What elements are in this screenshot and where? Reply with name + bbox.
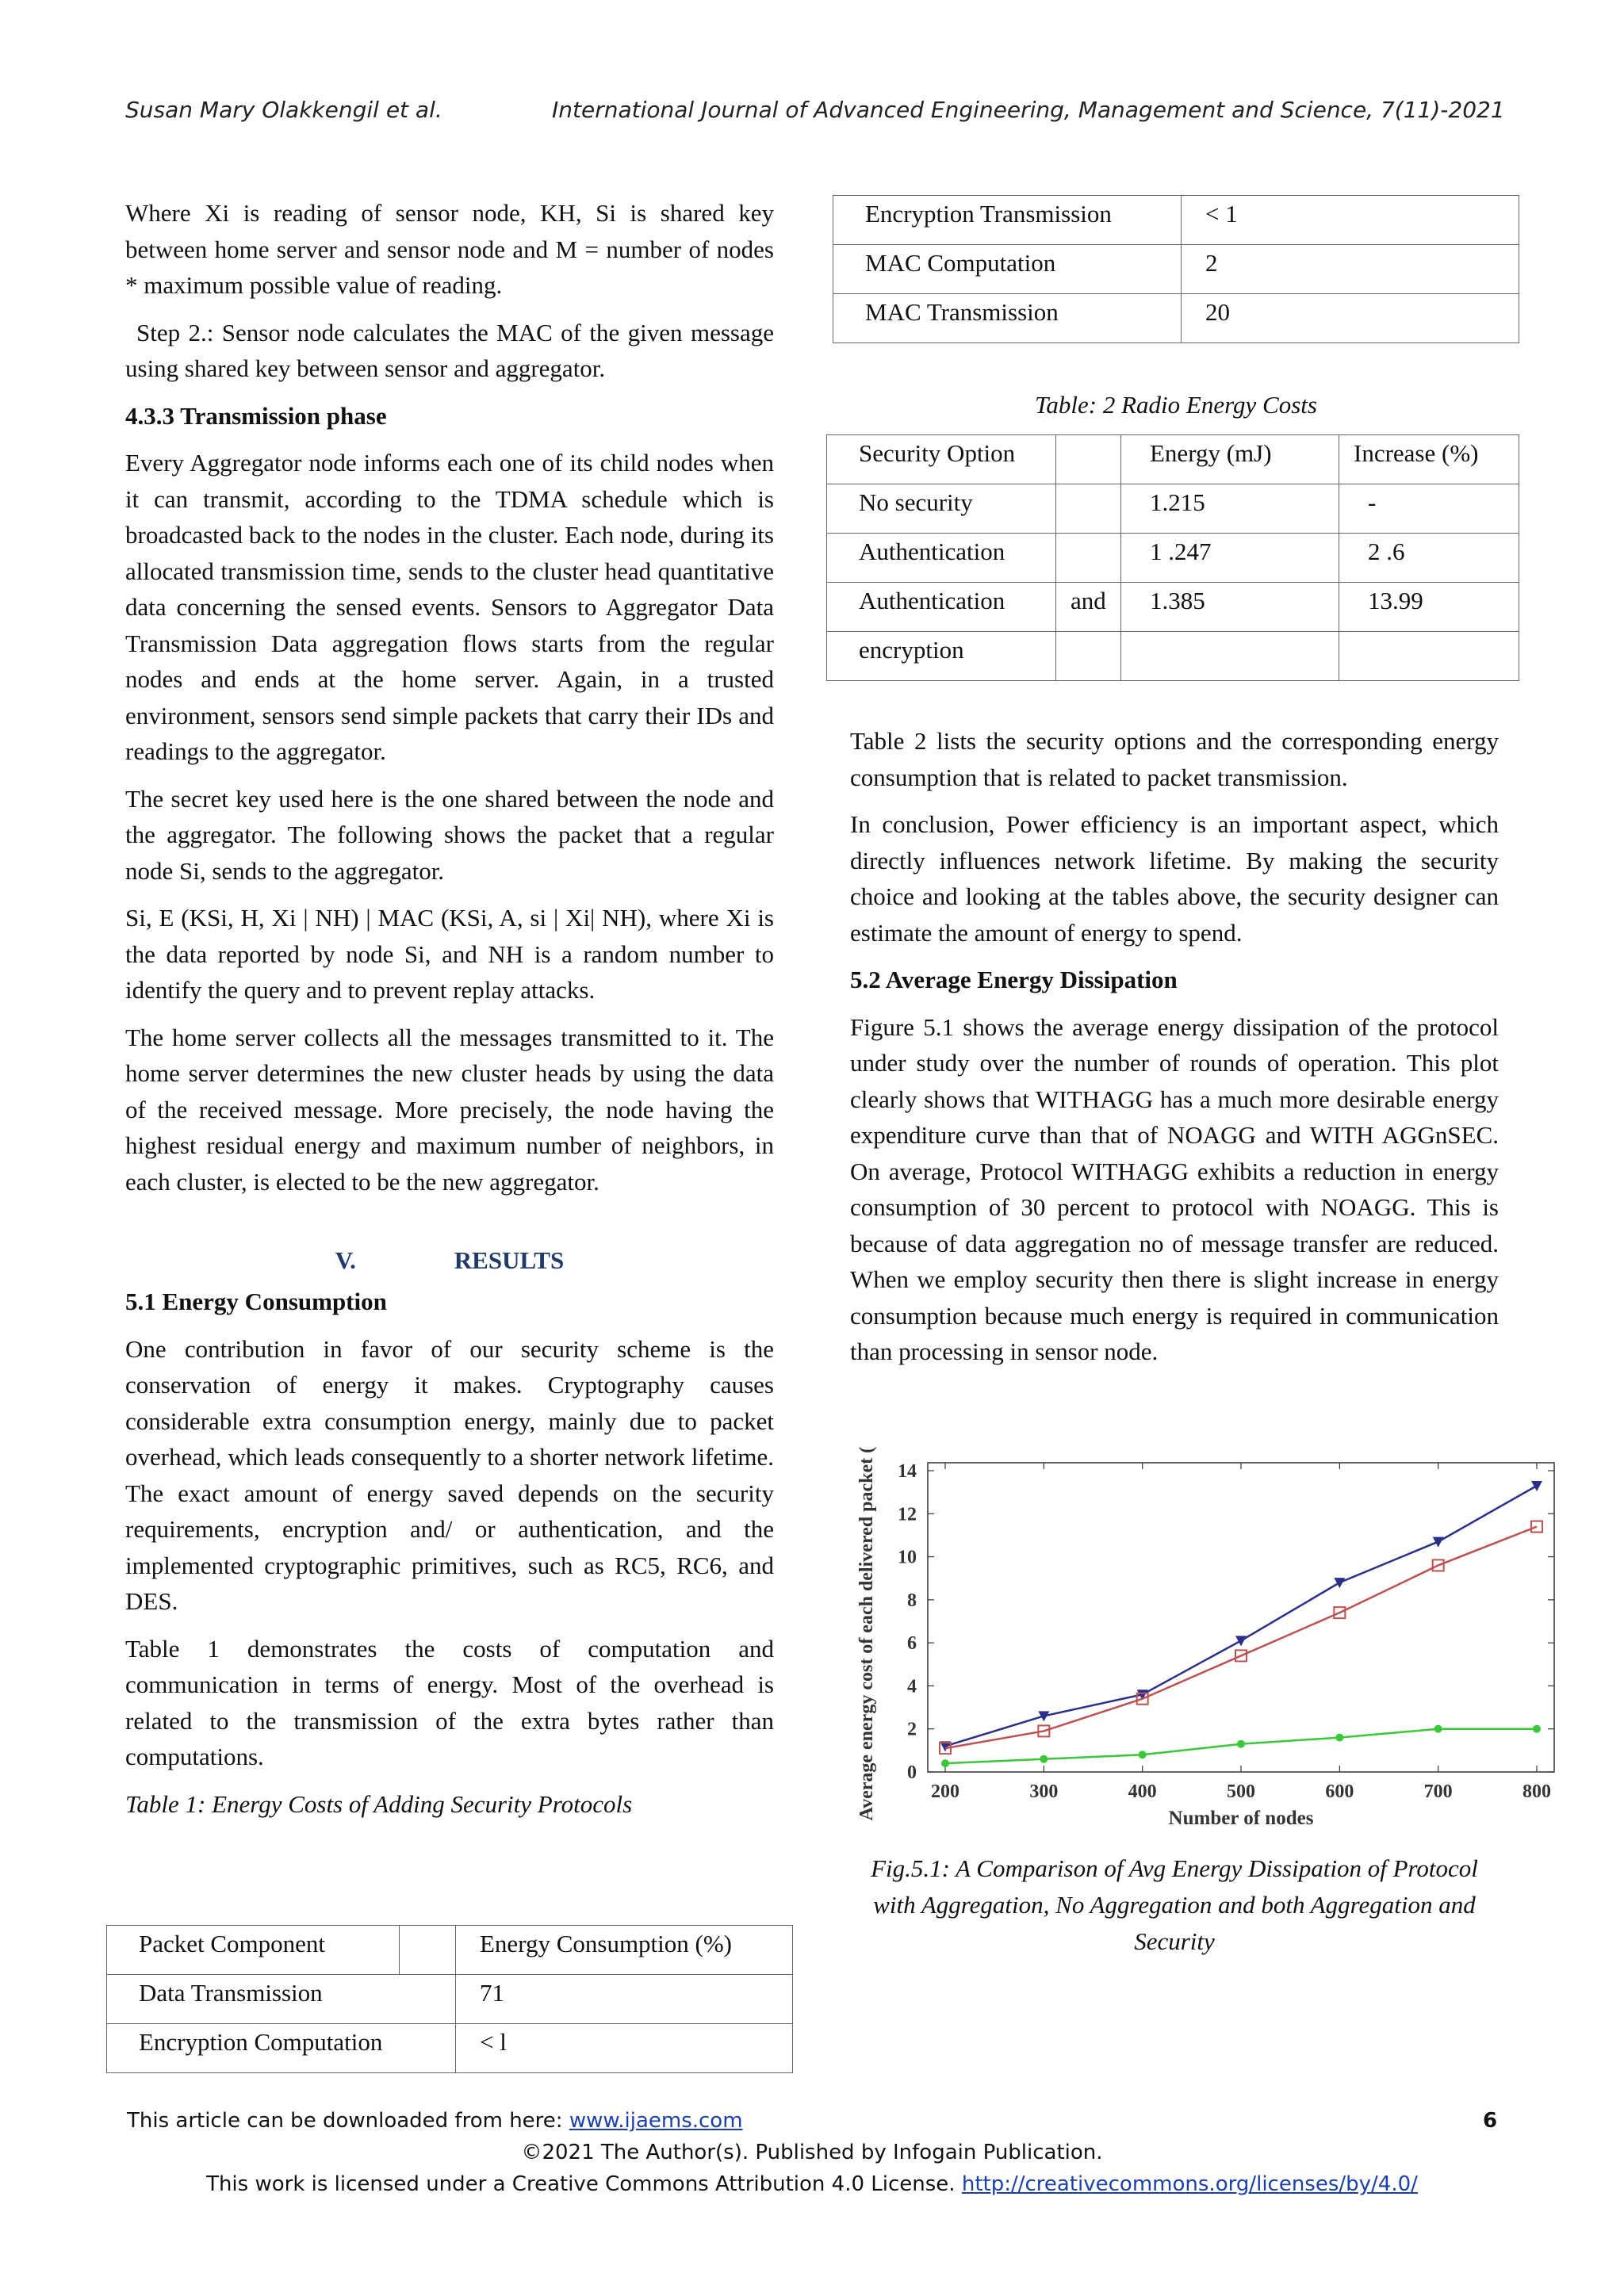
table-cell: Authentication [827, 534, 1056, 583]
table-row [833, 294, 1519, 343]
table-cell: MAC Computation [833, 245, 1182, 294]
subsection-heading: 5.1 Energy Consumption [125, 1288, 387, 1315]
license-link[interactable]: http://creativecommons.org/licenses/by/4.0/ [961, 2172, 1418, 2196]
table-cell: MAC Transmission [833, 294, 1182, 343]
y-tick-label: 6 [907, 1633, 917, 1655]
page-number: 6 [1483, 2109, 1498, 2133]
table-cell [1056, 484, 1121, 534]
table-2 [826, 434, 1519, 681]
table-cell: Packet Component [107, 1926, 400, 1975]
x-tick-label: 800 [1522, 1781, 1551, 1802]
paragraph: In conclusion, Power efficiency is an important aspect, which directly influences network lifetime. By making the security choice and looking at the tables above, the security designer can estimate the amount of energy to spend. [850, 810, 1499, 947]
paragraph: The secret key used here is the one shared between the node and the aggregator. The following shows the packet that a regular node Si, sends to the aggregator. [125, 784, 774, 885]
paragraph: Every Aggregator node informs each one of its child nodes when it can transmit, according to the TDMA schedule which is broadcasted back to the nodes in the cluster. Each node, during its allocated transmission time, sends to the cluster head quantitative data concerning the sensed events. Sensors to Aggregator Data Transmission Data aggregation flows starts from the regular nodes and ends at the home server. Again, in a trusted environment, sensors send simple packets that carry their IDs and readings to the aggregator. [125, 449, 774, 765]
table-row [107, 2024, 793, 2073]
y-axis-label: Average energy cost of each delivered packet (Ws) [856, 1447, 877, 1821]
table-cell: Data Transmission [107, 1975, 456, 2024]
data-point [1531, 1481, 1542, 1491]
table-row [107, 1926, 793, 1975]
energy-dissipation-chart [848, 1447, 1562, 1835]
table-cell: Energy Consumption (%) [456, 1926, 793, 1975]
footer-license [0, 2172, 1624, 2196]
y-tick-label: 2 [907, 1719, 917, 1740]
header-author: Susan Mary Olakkengil et al. [125, 97, 442, 123]
table-cell: Encryption Transmission [833, 196, 1182, 245]
y-tick-label: 14 [898, 1461, 917, 1482]
table-cell: 2 [1182, 245, 1519, 294]
table-cell: encryption [827, 632, 1056, 681]
table-cell: < l [456, 2024, 793, 2073]
table-row [827, 484, 1519, 534]
y-tick-label: 4 [907, 1676, 917, 1697]
table-cell [1056, 534, 1121, 583]
paragraph: Step 2.: Sensor node calculates the MAC of the given message using shared key between sensor and aggregator. [125, 318, 774, 382]
y-tick-label: 0 [907, 1762, 917, 1783]
table-row [833, 196, 1519, 245]
paragraph: The home server collects all the messages transmitted to it. The home server determines the new cluster heads by using the data of the received message. More precisely, the node having the highest residual energy and maximum number of neighbors, in each cluster, is elected to be the new aggregator. [125, 1023, 774, 1196]
table-cell: 2 .6 [1339, 534, 1519, 583]
table-cell: 1.385 [1121, 583, 1339, 632]
figure-caption: Fig.5.1: A Comparison of Avg Energy Dissipation of Protocol with Aggregation, No Aggregation and both Aggregation and Security [871, 1854, 1478, 1955]
paragraph: Figure 5.1 shows the average energy dissipation of the protocol under study over the number of rounds of operation. This plot clearly shows that WITHAGG has a much more desirable energy expenditure curve than that of NOAGG and WITH AGGnSEC. On average, Protocol WITHAGG exhibits a reduction in energy consumption of 30 percent to protocol with NOAGG. This is because of data aggregation no of message transfer are reduced. When we employ security then there is slight increase in energy consumption because much energy is required in communication than processing in sensor node. [850, 1012, 1499, 1365]
subsection-heading: 5.2 Average Energy Dissipation [850, 966, 1178, 993]
y-tick-label: 8 [907, 1590, 917, 1611]
data-point [1531, 1521, 1542, 1533]
table-cell: Encryption Computation [107, 2024, 456, 2073]
journal-website-link[interactable]: www.ijaems.com [569, 2109, 743, 2133]
paragraph: Si, E (KSi, H, Xi | NH) | MAC (KSi, A, si | Xi| NH), where Xi is the data reported by node Si, and NH is a random number to identify the query and to prevent replay attacks. [125, 904, 774, 1004]
table-cell [1339, 632, 1519, 681]
table-cell [1056, 632, 1121, 681]
data-point [1334, 1578, 1345, 1588]
table-cell: 13.99 [1339, 583, 1519, 632]
table-cell: No security [827, 484, 1056, 534]
x-tick-label: 400 [1128, 1781, 1157, 1802]
table-cell: 1.215 [1121, 484, 1339, 534]
data-point [1433, 1537, 1444, 1548]
table-cell [1056, 435, 1121, 484]
footer-download-text: This article can be downloaded from here: [127, 2109, 569, 2133]
table-row [827, 534, 1519, 583]
table-row [107, 1975, 793, 2024]
table-cell [1121, 632, 1339, 681]
chart-svg [848, 1447, 1562, 1835]
x-tick-label: 700 [1423, 1781, 1453, 1802]
data-point [1533, 1725, 1541, 1733]
table-cell: 20 [1182, 294, 1519, 343]
paragraph: Table 2 lists the security options and the corresponding energy consumption that is related to packet transmission. [850, 727, 1499, 791]
data-point [941, 1759, 949, 1767]
data-point [1335, 1734, 1343, 1742]
data-point [1434, 1725, 1442, 1733]
x-tick-label: 600 [1325, 1781, 1354, 1802]
y-tick-label: 10 [898, 1547, 917, 1568]
table-row [827, 632, 1519, 681]
section-number: V. [335, 1246, 356, 1274]
footer-copyright: ©2021 The Author(s). Published by Infogain Publication. [521, 2141, 1103, 2164]
right-column [850, 723, 1499, 1381]
table-row [827, 583, 1519, 632]
subsection-heading: 4.3.3 Transmission phase [125, 401, 387, 430]
footer-license-text: This work is licensed under a Creative Commons Attribution 4.0 License. [206, 2172, 962, 2196]
table-row [827, 435, 1519, 484]
table-1-continued [833, 195, 1519, 343]
table-cell: 1 .247 [1121, 534, 1339, 583]
table-1 [106, 1925, 793, 2073]
data-point [1139, 1751, 1147, 1758]
paragraph: Where Xi is reading of sensor node, KH, Si is shared key between home server and sensor node and M = number of nodes * maximum possible value of reading. [125, 199, 774, 299]
table-cell: < 1 [1182, 196, 1519, 245]
x-axis-label: Number of nodes [1168, 1808, 1314, 1829]
table-caption: Table 1: Energy Costs of Adding Security Protocols [125, 1789, 633, 1818]
left-column [125, 195, 774, 1834]
y-tick-label: 12 [898, 1504, 917, 1525]
table-caption: Table: 2 Radio Energy Costs [1035, 391, 1317, 419]
table-cell: and [1056, 583, 1121, 632]
plot-frame [928, 1463, 1554, 1772]
table-cell: Security Option [827, 435, 1056, 484]
footer-download [127, 2109, 743, 2133]
table-cell: 71 [456, 1975, 793, 2024]
table-cell [400, 1926, 456, 1975]
table-cell: Energy (mJ) [1121, 435, 1339, 484]
x-tick-label: 200 [931, 1781, 959, 1802]
x-tick-label: 300 [1029, 1781, 1059, 1802]
table-row [833, 245, 1519, 294]
section-heading [125, 1242, 774, 1279]
series-line [945, 1486, 1537, 1746]
paragraph: One contribution in favor of our security scheme is the conservation of energy it makes. Cryptography causes considerable extra consumption energy, mainly due to packet overhead, which leads consequently to a shorter network lifetime. The exact amount of energy saved depends on the security requirements, encryption and/ or authentication, and the implemented cryptographic primitives, such as RC5, RC6, and DES. [125, 1334, 774, 1615]
table-cell: Authentication [827, 583, 1056, 632]
x-tick-label: 500 [1227, 1781, 1255, 1802]
table-cell: - [1339, 484, 1519, 534]
data-point [1040, 1755, 1048, 1763]
header-journal: International Journal of Advanced Engineering, Management and Science, 7(11)-2021 [552, 97, 1505, 123]
data-point [1235, 1636, 1247, 1646]
paragraph: Table 1 demonstrates the costs of computation and communication in terms of energy. Most of the overhead is related to the transmission of the extra bytes rather than computations. [125, 1634, 774, 1770]
table-cell: Increase (%) [1339, 435, 1519, 484]
data-point [1237, 1740, 1245, 1748]
section-title: RESULTS [454, 1246, 565, 1274]
